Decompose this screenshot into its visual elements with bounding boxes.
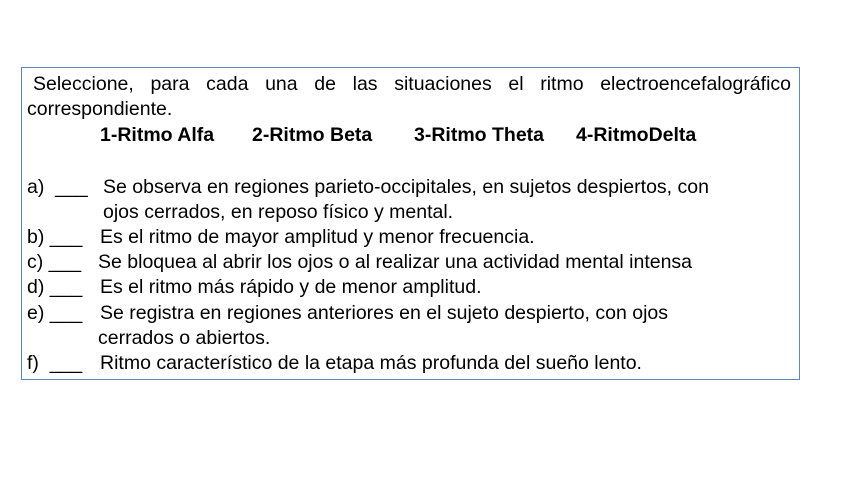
item-c-text-1: Se bloquea al abrir los ojos o al realizar una actividad mental intensa [98, 251, 693, 273]
option-beta: 2-Ritmo Beta [252, 124, 373, 146]
item-e-text-1: Se registra en regiones anteriores en el sujeto despierto, con ojos [100, 302, 669, 324]
item-e-text-2: cerrados o abiertos. [98, 327, 271, 349]
rhythm-options [100, 123, 696, 148]
item-b-letter: b) ___ [27, 226, 83, 248]
item-a-text-2: ojos cerrados, en reposo físico y mental. [103, 201, 454, 223]
option-delta: 4-RitmoDelta [576, 124, 697, 146]
item-a-letter: a) ___ [27, 176, 88, 198]
item-d-letter: d) ___ [27, 276, 83, 298]
exercise-box [21, 67, 800, 380]
item-a-text-1: Se observa en regiones parieto-occipitales, en sujetos despiertos, con [103, 176, 709, 198]
item-d-text-1: Es el ritmo más rápido y de menor amplitud. [100, 276, 482, 298]
item-e-letter: e) ___ [27, 302, 83, 324]
item-f-letter: f) ___ [27, 352, 83, 374]
item-b-text-1: Es el ritmo de mayor amplitud y menor frecuencia. [100, 226, 535, 248]
item-c-letter: c) ___ [27, 251, 82, 273]
item-f-text-1: Ritmo característico de la etapa más profunda del sueño lento. [100, 352, 642, 374]
instruction-line-2: correspondiente. [27, 98, 173, 120]
option-alfa: 1-Ritmo Alfa [100, 124, 215, 146]
instruction-line-1: Seleccione, para cada una de las situaciones el ritmo electroencefalográfico [33, 73, 791, 95]
option-theta: 3-Ritmo Theta [414, 124, 545, 146]
